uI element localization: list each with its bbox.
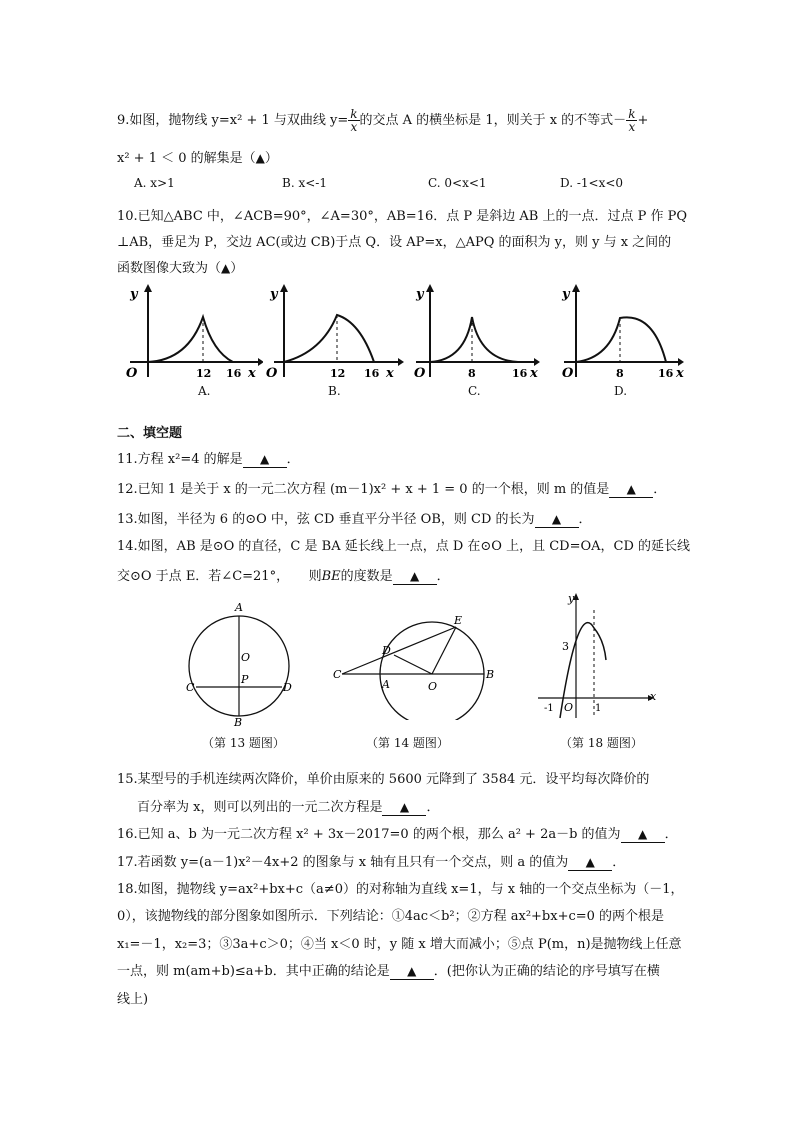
figure-18: [532, 590, 662, 725]
q18-line3: x₁=－1，x₂=3；③3a+c＞0；④当 x＜0 时，y 随 x 增大而减小；⑤点 P(m，n)是抛物线上任意: [117, 937, 682, 952]
svg-text:12: 12: [330, 367, 346, 380]
svg-text:O: O: [414, 366, 426, 381]
svg-text:3: 3: [562, 640, 569, 653]
q10-line2: ⊥AB，垂足为 P，交边 AC(或边 CB)于点 Q．设 AP=x，△APQ 的面积为 y，则 y 与 x 之间的: [117, 235, 672, 250]
svg-text:y: y: [562, 287, 570, 302]
svg-text:x: x: [650, 690, 657, 703]
q9-option-a: A. x>1: [134, 176, 175, 190]
line-oe: [432, 627, 456, 674]
graph-a-label: A.: [198, 384, 211, 398]
q10-line3: 函数图像大致为（▲）: [117, 261, 244, 276]
svg-text:8: 8: [468, 367, 476, 380]
svg-text:A: A: [235, 601, 243, 614]
q18-line2: 0），该抛物线的部分图象如图所示．下列结论：①4ac＜b²；②方程 ax²+bx+c=0 的两个根是: [117, 909, 665, 924]
answer-blank: ▲: [621, 827, 665, 843]
graph-d: [558, 282, 693, 382]
q18-line1: 18.如图，抛物线 y=ax²+bx+c（a≠0）的对称轴为直线 x=1，与 x 轴的一个交点坐标为（－1，: [117, 882, 684, 897]
svg-text:-1: -1: [544, 703, 554, 714]
svg-text:O: O: [562, 366, 574, 381]
fig18-caption: （第 18 题图）: [560, 736, 643, 750]
svg-text:1: 1: [595, 703, 602, 714]
answer-triangle: ▲: [255, 151, 265, 165]
svg-text:x: x: [676, 366, 684, 381]
q16: 16.已知 a、b 为一元二次方程 x² + 3x－2017=0 的两个根，那么 a² + 2a－b 的值为 ▲ ．: [117, 827, 678, 842]
svg-text:B: B: [486, 668, 495, 681]
svg-text:C: C: [333, 668, 342, 681]
svg-text:x: x: [530, 366, 538, 381]
answer-blank: ▲: [609, 482, 653, 498]
svg-text:O: O: [126, 366, 138, 381]
svg-text:12: 12: [196, 367, 212, 380]
figure-13: [180, 598, 300, 726]
answer-blank: ▲: [382, 800, 426, 816]
svg-text:x: x: [248, 366, 256, 381]
answer-blank: ▲: [390, 964, 434, 980]
answer-blank: ▲: [243, 452, 287, 468]
q15-line1: 15.某型号的手机连续两次降价，单价由原来的 5600 元降到了 3584 元．设平均每次降价的: [117, 772, 650, 787]
fig14-caption: （第 14 题图）: [366, 736, 449, 750]
svg-text:C: C: [186, 681, 195, 694]
svg-text:8: 8: [616, 367, 624, 380]
q11: 11.方程 x²=4 的解是 ▲ ．: [117, 452, 300, 467]
q9-option-c: C. 0<x<1: [428, 176, 487, 190]
svg-text:O: O: [241, 651, 251, 664]
q14-line2: 交⊙O 于点 E．若∠C=21°， 则BE的度数是 ▲ ．: [117, 569, 450, 584]
figure-14: [332, 610, 502, 720]
q10-line1: 10.已知△ABC 中，∠ACB=90°，∠A=30°，AB=16．点 P 是斜边 AB 上的一点．过点 P 作 PQ: [117, 209, 688, 224]
y-arrow: [572, 284, 580, 292]
curve: [148, 317, 233, 362]
svg-text:y: y: [568, 592, 575, 605]
arc-be: BE: [321, 569, 341, 584]
answer-blank: ▲: [535, 512, 579, 528]
x-arrow: [398, 358, 404, 366]
curve: [576, 317, 666, 362]
svg-text:y: y: [416, 287, 424, 302]
line-od: [394, 655, 432, 674]
fraction-k-over-x: $\frac{k}{x}$: [350, 107, 358, 134]
svg-text:16: 16: [226, 367, 242, 380]
answer-blank: ▲: [393, 569, 437, 585]
curve: [430, 317, 518, 362]
graph-c: [410, 282, 545, 382]
svg-text:D: D: [283, 681, 292, 694]
fig13-caption: （第 13 题图）: [202, 736, 285, 750]
fraction-k-over-x-2: $\frac{k}{x}$: [628, 107, 636, 134]
svg-text:A: A: [382, 678, 390, 691]
svg-text:D: D: [382, 644, 391, 657]
answer-triangle: ▲: [221, 261, 231, 275]
y-arrow: [426, 284, 434, 292]
svg-text:O: O: [266, 366, 278, 381]
answer-blank: ▲: [568, 855, 612, 871]
svg-text:x: x: [386, 366, 394, 381]
q17: 17.若函数 y=(a－1)x²－4x+2 的图象与 x 轴有且只有一个交点，则 a 的值为 ▲ ．: [117, 855, 626, 870]
q9-option-b: B. x<-1: [282, 176, 327, 190]
x-arrow: [678, 358, 684, 366]
graph-c-label: C.: [468, 384, 481, 398]
graph-d-label: D.: [614, 384, 628, 398]
svg-text:y: y: [270, 287, 278, 302]
svg-text:O: O: [428, 680, 438, 693]
curve: [284, 315, 374, 362]
svg-text:B: B: [234, 716, 243, 726]
y-arrow: [144, 284, 152, 292]
svg-text:y: y: [130, 287, 138, 302]
graph-a: [118, 282, 263, 382]
q14-line1: 14.如图，AB 是⊙O 的直径，C 是 BA 延长线上一点，点 D 在⊙O 上，且 CD=OA，CD 的延长线: [117, 539, 691, 554]
x-arrow: [534, 358, 540, 366]
svg-text:E: E: [454, 614, 463, 627]
q12: 12.已知 1 是关于 x 的一元二次方程 (m－1)x² + x + 1 = 0 的一个根，则 m 的值是 ▲ ．: [117, 482, 667, 497]
svg-text:16: 16: [364, 367, 380, 380]
q9-line1: 9.如图，抛物线 y=x² + 1 与双曲线 y= $\frac{k}{x}$ 的交点 A 的横坐标是 1，则关于 x 的不等式－ $\frac{k}{x}$ +: [117, 107, 649, 134]
graph-b: [262, 282, 407, 382]
svg-text:O: O: [564, 701, 574, 714]
section-fill-in-blank: 二、填空题: [117, 426, 183, 441]
q15-line2: 百分率为 x，则可以列出的一元二次方程是 ▲ ．: [137, 800, 440, 815]
graph-b-label: B.: [328, 384, 341, 398]
y-arrow: [280, 284, 288, 292]
q13: 13.如图，半径为 6 的⊙O 中，弦 CD 垂直平分半径 OB，则 CD 的长为 ▲ ．: [117, 512, 592, 527]
q9-option-d: D. -1<x<0: [560, 176, 624, 190]
q18-line4: 一点，则 m(am+b)≤a+b．其中正确的结论是 ▲ ．(把你认为正确的结论的序号填写在横: [117, 964, 660, 979]
q18-line5: 线上): [117, 992, 149, 1007]
svg-text:P: P: [241, 673, 249, 686]
svg-text:16: 16: [512, 367, 528, 380]
svg-text:16: 16: [658, 367, 674, 380]
q9-line2: x² + 1 ＜ 0 的解集是（▲）: [117, 151, 278, 166]
